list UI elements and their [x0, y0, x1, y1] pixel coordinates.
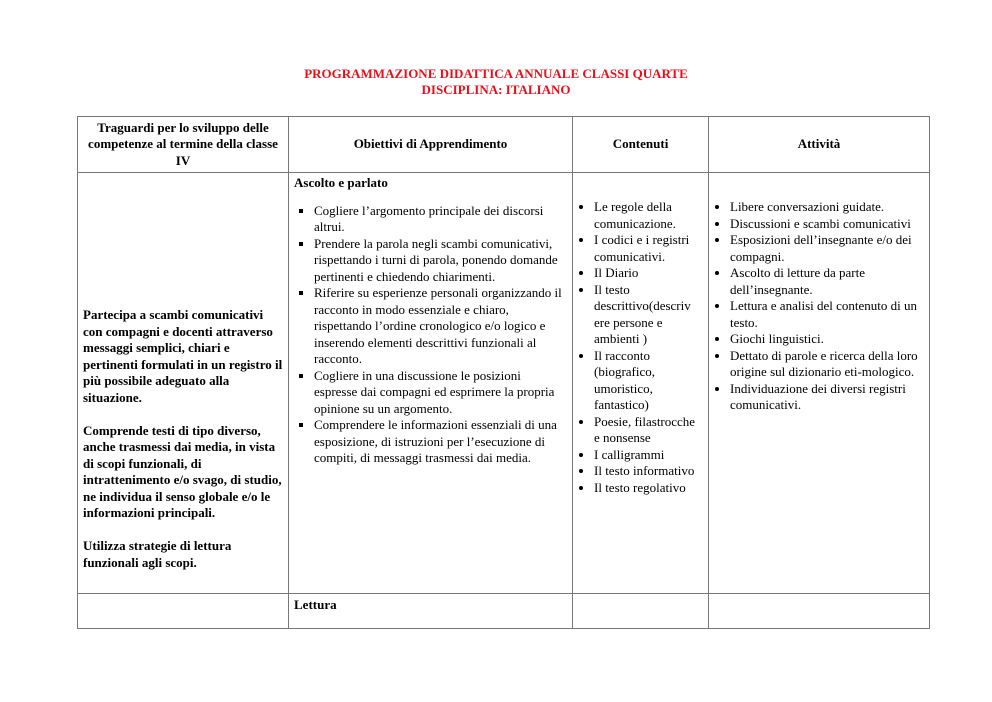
list-item: ▪ Comprendere le informazioni essenziali di una esposizione, di istruzioni per l’esecuzione di compiti, di messaggi trasmessi dai media.	[314, 417, 567, 467]
header-row	[78, 117, 930, 173]
header-obiettivi: Obiettivi di Apprendimento	[289, 117, 573, 173]
list-item: • Discussioni e scambi comunicativi	[730, 216, 924, 233]
list-item: • I calligrammi	[594, 447, 703, 464]
list-item: • Lettura e analisi del contenuto di un testo.	[730, 298, 924, 331]
traguardo: Utilizza strategie di lettura funzionali agli scopi.	[83, 538, 232, 570]
list-item: • Libere conversazioni guidate.	[730, 199, 924, 216]
section-heading-ascolto: Ascolto e parlato	[294, 175, 388, 190]
programming-table	[77, 116, 930, 629]
list-item: • Esposizioni dell’insegnante e/o dei compagni.	[730, 232, 924, 265]
list-item: • I codici e i registri comunicativi.	[594, 232, 703, 265]
list-item: • Ascolto di letture da parte dell’insegnante.	[730, 265, 924, 298]
header-attivita: Attività	[709, 117, 930, 173]
list-item: ▪ Cogliere in una discussione le posizioni espresse dai compagni ed esprimere la propria opinione su un argomento.	[314, 368, 567, 418]
list-item: • Il testo regolativo	[594, 480, 703, 497]
attivita-cell	[709, 173, 930, 594]
contenuti-cell	[573, 173, 709, 594]
list-item: • Giochi linguistici.	[730, 331, 924, 348]
section-heading-lettura: Lettura	[294, 597, 337, 612]
list-item: • Il testo informativo	[594, 463, 703, 480]
traguardo: Partecipa a scambi comunicativi con compagni e docenti attraverso messaggi semplici, chiari e pertinenti formulati in un registro il più possibile adeguato alla situazione.	[83, 307, 283, 405]
obiettivi-cell	[289, 173, 573, 594]
list-item: ▪ Prendere la parola negli scambi comunicativi, rispettando i turni di parola, ponendo domande pertinenti e chiedendo chiarimenti.	[314, 236, 567, 286]
list-item: • Individuazione dei diversi registri comunicativi.	[730, 381, 924, 414]
empty-cell	[573, 594, 709, 629]
title-line-2: DISCIPLINA: ITALIANO	[421, 82, 571, 97]
header-contenuti: Contenuti	[573, 117, 709, 173]
table-row	[78, 173, 930, 594]
list-item: ▪ Riferire su esperienze personali organizzando il racconto in modo essenziale e chiaro, rispettando l’ordine cronologico e/o logico e inserendo elementi descrittivi funzionali al racconto.	[314, 285, 567, 368]
empty-cell	[78, 594, 289, 629]
list-item: • Il testo descrittivo(descriv ere persone e ambienti )	[594, 282, 703, 348]
title-line-1: PROGRAMMAZIONE DIDATTICA ANNUALE CLASSI QUARTE	[304, 66, 688, 81]
list-item: • Le regole della comunicazione.	[594, 199, 703, 232]
traguardo: Comprende testi di tipo diverso, anche trasmessi dai media, in vista di scopi funzionali, di intrattenimento e/o svago, di studio, ne individua il senso globale e/o le informazioni principali.	[83, 422, 282, 520]
lettura-cell	[289, 594, 573, 629]
empty-cell	[709, 594, 930, 629]
document-title	[0, 66, 992, 98]
list-item: • Poesie, filastrocche e nonsense	[594, 414, 703, 447]
list-item: • Il racconto (biografico, umoristico, fantastico)	[594, 348, 703, 414]
list-item: ▪ Cogliere l’argomento principale dei discorsi altrui.	[314, 203, 567, 236]
traguardi-cell	[78, 173, 289, 594]
list-item: • Il Diario	[594, 265, 703, 282]
list-item: • Dettato di parole e ricerca della loro origine sul dizionario eti-mologico.	[730, 348, 924, 381]
header-traguardi: Traguardi per lo sviluppo delle competenze al termine della classe IV	[78, 117, 289, 173]
table-row	[78, 594, 930, 629]
